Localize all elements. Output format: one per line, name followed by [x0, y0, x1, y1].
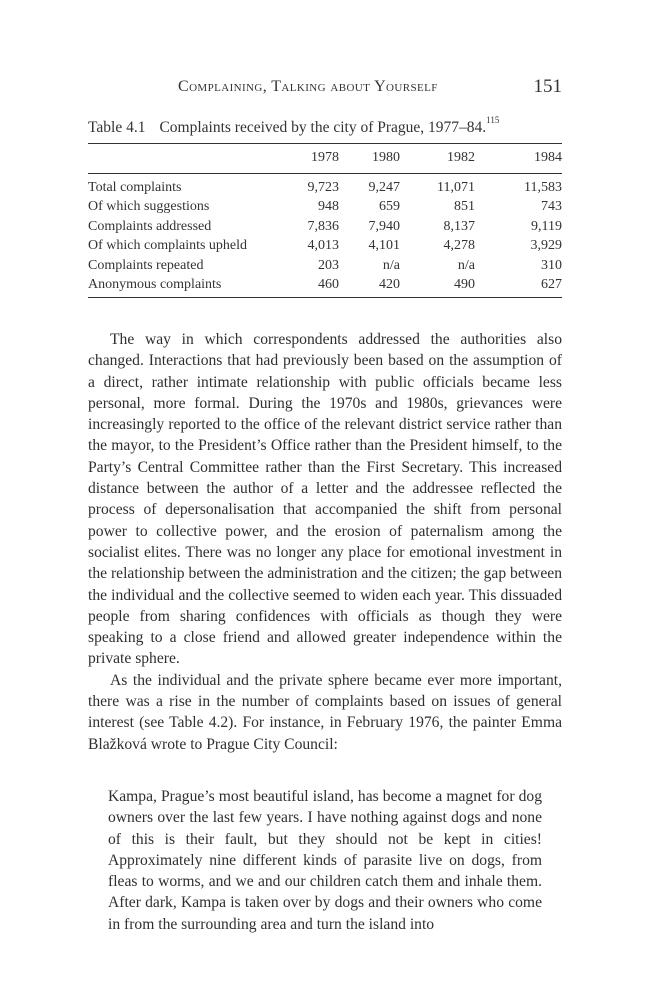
column-header: 1978 [278, 144, 349, 174]
table-label: Table 4.1 [88, 119, 146, 137]
table-cell: 11,583 [524, 180, 562, 195]
row-label: Complaints repeated [88, 257, 204, 273]
table-cell: 11,071 [437, 180, 475, 195]
complaints-table-wrap [88, 143, 562, 298]
column-header: 1980 [349, 144, 420, 174]
column-header [88, 144, 278, 174]
running-head-title: Complaining, Talking about Yourself [178, 78, 438, 95]
table-cell: 3,929 [530, 238, 562, 254]
table-row [88, 174, 562, 198]
table-cell: 4,278 [443, 238, 475, 254]
column-header: 1982 [420, 144, 491, 174]
row-label: Total complaints [88, 180, 182, 195]
table-cell: 9,723 [307, 180, 339, 195]
table-cell: 9,247 [368, 180, 400, 195]
table-header-row [88, 144, 562, 174]
table-cell: 8,137 [443, 218, 475, 234]
table-row [88, 275, 562, 298]
table-row [88, 217, 562, 236]
body-text [88, 329, 562, 755]
table-caption-text: Complaints received by the city of Prague, 1977–84. [159, 119, 487, 137]
block-quote [108, 786, 542, 935]
row-label: Anonymous complaints [88, 275, 278, 298]
table-row [88, 256, 562, 275]
table-cell: 420 [349, 275, 420, 298]
table-cell: 490 [420, 275, 491, 298]
table-cell: 310 [541, 257, 562, 273]
table-cell: 851 [454, 199, 475, 215]
table-row [88, 236, 562, 255]
table-caption [88, 115, 562, 137]
table-cell: 460 [278, 275, 349, 298]
row-label: Of which suggestions [88, 199, 210, 215]
table-cell: 4,013 [307, 238, 339, 254]
paragraph: The way in which correspondents addressed the authorities also changed. Interactions that had previously been based on the assumption of a direct, rather intimate relationship with public officials became less personal, more formal. During the 1970s and 1980s, grievances were increasingly reported to the office of the relevant district service rather than the mayor, to the President’s Office rather than the President himself, to the Party’s Central Committee rather than the First Secretary. This increased distance between the author of a letter and the addressee reflected the process of depersonalisation that accompanied the shift from personal power to collective power, and the erosion of paternalism among the socialist elites. There was no longer any place for emotional investment in the relationship between the administration and the citizen; the gap between the individual and the collective seemed to widen each year. This dissuaded people from sharing confidences with officials as though they were speaking to a close friend and allowed greater independence within the private sphere. [88, 331, 562, 668]
row-label: Of which complaints upheld [88, 238, 248, 254]
table-cell: 627 [491, 275, 562, 298]
footnote-ref: 115 [486, 115, 500, 125]
table-cell: 659 [379, 199, 400, 215]
table-cell: 743 [541, 199, 562, 215]
table-cell: 948 [318, 199, 339, 215]
table-row [88, 197, 562, 216]
paragraph: As the individual and the private sphere became ever more important, there was a rise in the number of complaints based on issues of general interest (see Table 4.2). For instance, in February 1976, the painter Emma Blažková wrote to Prague City Council: [88, 671, 562, 753]
table-cell: 203 [318, 257, 339, 273]
page-number: 151 [533, 76, 562, 97]
table-cell: 9,119 [531, 218, 562, 234]
table-cell: n/a [457, 257, 475, 273]
table-cell: 7,940 [368, 218, 400, 234]
table-cell: 7,836 [307, 218, 339, 234]
running-head [88, 78, 562, 102]
complaints-table [88, 143, 562, 298]
table-cell: 4,101 [368, 238, 400, 254]
table-cell: n/a [382, 257, 400, 273]
column-header: 1984 [491, 144, 562, 174]
block-quote-text: Kampa, Prague’s most beautiful island, has become a magnet for dog owners over the last few years. I have nothing against dogs and none of this is their fault, but they should not be kept in cities! Approximately nine different kinds of parasite live on dogs, from fleas to worms, and we and our children catch them and inhale them. After dark, Kampa is taken over by dogs and their owners who come in from the surrounding area and turn the island into [108, 788, 542, 933]
row-label: Complaints addressed [88, 218, 212, 234]
